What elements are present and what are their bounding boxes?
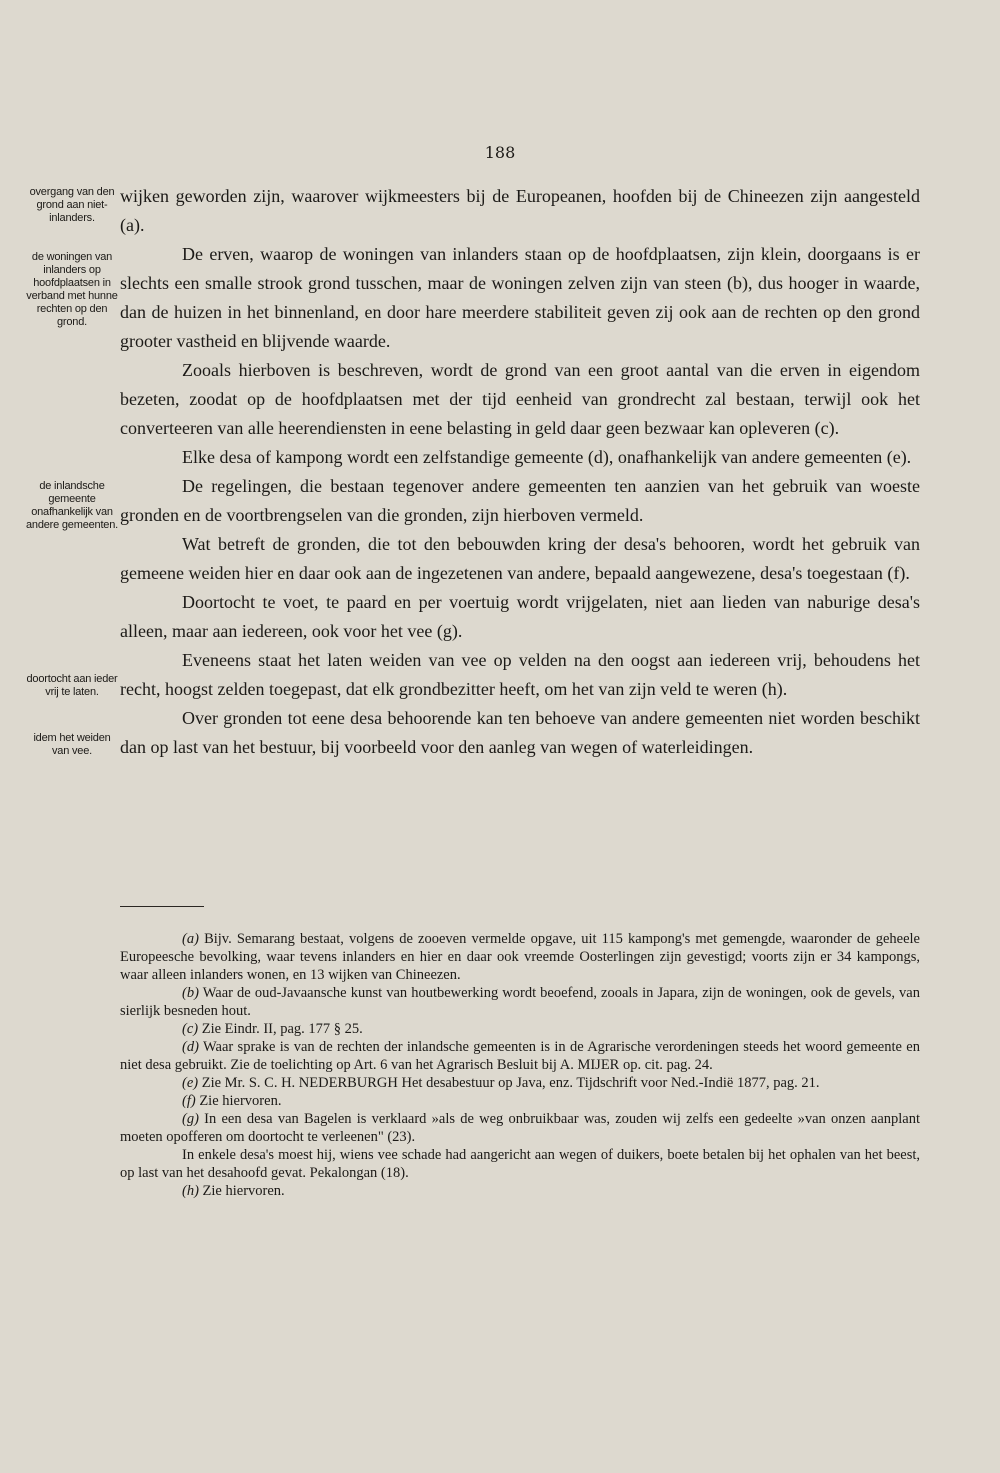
paragraph: De regelingen, die bestaan tegenover andere gemeenten ten aanzien van het gebruik van woeste gronden en de voortbrengselen van die gronden, zijn hierboven vermeld. xyxy=(120,476,920,525)
footnote-text: Zie hiervoren. xyxy=(199,1093,282,1109)
footnote-marker: (a) xyxy=(182,931,199,947)
footnote-text: Bijv. Semarang bestaat, volgens de zooeven vermelde opgave, uit 115 kampong's met gemengde, waaronder de geheele Europeesche bevolking, waar tevens inlanders en hier en daar ook vreemde Oosterlingen zijn gevestigd; voorts zijn er 34 kampongs, waar alleen inlanders wonen, en 13 wijken van Chineezen. xyxy=(120,931,920,983)
paragraph: Over gronden tot eene desa behoorende kan ten behoeve van andere gemeenten niet worden beschikt dan op last van het bestuur, bij voorbeeld voor den aanleg van wegen of waterleidingen. xyxy=(120,708,920,757)
footnote xyxy=(120,1110,920,1146)
paragraph: Doortocht te voet, te paard en per voertuig wordt vrijgelaten, niet aan lieden van naburige desa's alleen, maar aan iedereen, ook voor het vee (g). xyxy=(120,592,920,641)
paragraph: Elke desa of kampong wordt een zelfstandige gemeente (d), onafhankelijk van andere gemeenten (e). xyxy=(182,447,912,467)
footnote-text: Waar de oud-Javaansche kunst van houtbewerking wordt beoefend, zooals in Japara, zijn de woningen, ook de gevels, van sierlijk besneden hout. xyxy=(120,985,920,1019)
footnote-text: In enkele desa's moest hij, wiens vee schade had aangericht aan wegen of duikers, boete betalen bij het ophalen van het beest, op last van het desahoofd gevat. Pekalongan (18). xyxy=(120,1147,920,1181)
footnote xyxy=(120,1092,920,1110)
footnote-text: In een desa van Bagelen is verklaard »als de weg onbruikbaar was, zouden wij zelfs een gedeelte »van onzen aanplant moeten opofferen om doortocht te verleenen" (23). xyxy=(120,1111,921,1145)
footnote-text: Zie hiervoren. xyxy=(202,1183,285,1199)
footnote-marker: (g) xyxy=(182,1111,199,1127)
footnote-marker: (c) xyxy=(182,1021,199,1037)
footnote-divider xyxy=(120,906,204,907)
paragraph: Eveneens staat het laten weiden van vee op velden na den oogst aan iedereen vrij, behoudens het recht, hoogst zelden toegepast, dat elk grondbezitter heeft, om het van zijn veld te weren (h). xyxy=(120,650,920,699)
footnote-marker: (b) xyxy=(182,985,199,1001)
footnote xyxy=(120,1182,920,1200)
footnote-marker: (e) xyxy=(182,1075,199,1091)
margin-note-gemeente: de inlandsche gemeente onafhankelijk van andere gemeenten. xyxy=(25,480,118,531)
footnote xyxy=(120,1074,920,1092)
footnote-text: Zie Mr. S. C. H. NEDERBURGH Het desabestuur op Java, enz. Tijdschrift voor Ned.-Indië 1877, pag. 21. xyxy=(201,1075,820,1091)
body-text xyxy=(120,182,920,762)
margin-note-doortocht: doortocht aan ieder vrij te laten. xyxy=(26,673,118,698)
footnote-marker: (f) xyxy=(182,1093,196,1109)
footnote xyxy=(120,1038,920,1074)
footnote-text: Zie Eindr. II, pag. 177 § 25. xyxy=(201,1021,363,1037)
footnote xyxy=(120,1146,920,1182)
paragraph: Wat betreft de gronden, die tot den bebouwden kring der desa's behooren, wordt het gebruik van gemeene weiden hier en daar ook aan de ingezetenen van andere, bepaald aangewezene, desa's toegestaan (f). xyxy=(120,534,920,583)
paragraph: wijken geworden zijn, waarover wijkmeesters bij de Europeanen, hoofden bij de Chineezen zijn aangesteld (a). xyxy=(120,186,920,235)
margin-note-overgang: overgang van den grond aan niet-inlanders. xyxy=(29,186,115,224)
page-number: 188 xyxy=(484,143,516,162)
footnote xyxy=(120,1020,920,1038)
paragraph: De erven, waarop de woningen van inlanders staan op de hoofdplaatsen, zijn klein, doorgaans is er slechts een smalle strook grond tusschen, maar de woningen zelven zijn van steen (b), dus hooger in waarde, dan de huizen in het binnenland, en door hare meerdere stabiliteit geven zij ook aan de rechten op den grond grooter vastheid en blijvende waarde. xyxy=(120,244,920,351)
margin-note-woningen: de woningen van inlanders op hoofdplaatsen in verband met hunne rechten op den grond. xyxy=(26,251,118,328)
footnote xyxy=(120,930,920,984)
footnote-text: Waar sprake is van de rechten der inlandsche gemeenten is in de Agrarische verordeningen steeds het woord gemeente en niet desa gebruikt. Zie de toelichting op Art. 6 van het Agrarisch Besluit bij A. MIJER op. cit. pag. 24. xyxy=(120,1039,920,1073)
margin-note-weiden: idem het weiden van vee. xyxy=(33,732,111,757)
footnote xyxy=(120,984,920,1020)
footnotes xyxy=(120,930,920,1200)
footnote-marker: (d) xyxy=(182,1039,199,1055)
footnote-marker: (h) xyxy=(182,1183,199,1199)
paragraph: Zooals hierboven is beschreven, wordt de grond van een groot aantal van die erven in eigendom bezeten, zoodat op de hoofdplaatsen met der tijd eenheid van grondrecht zal bestaan, terwijl ook het converteeren van alle heerendiensten in eene belasting in geld daar geen bezwaar kan opleveren (c). xyxy=(120,360,920,438)
